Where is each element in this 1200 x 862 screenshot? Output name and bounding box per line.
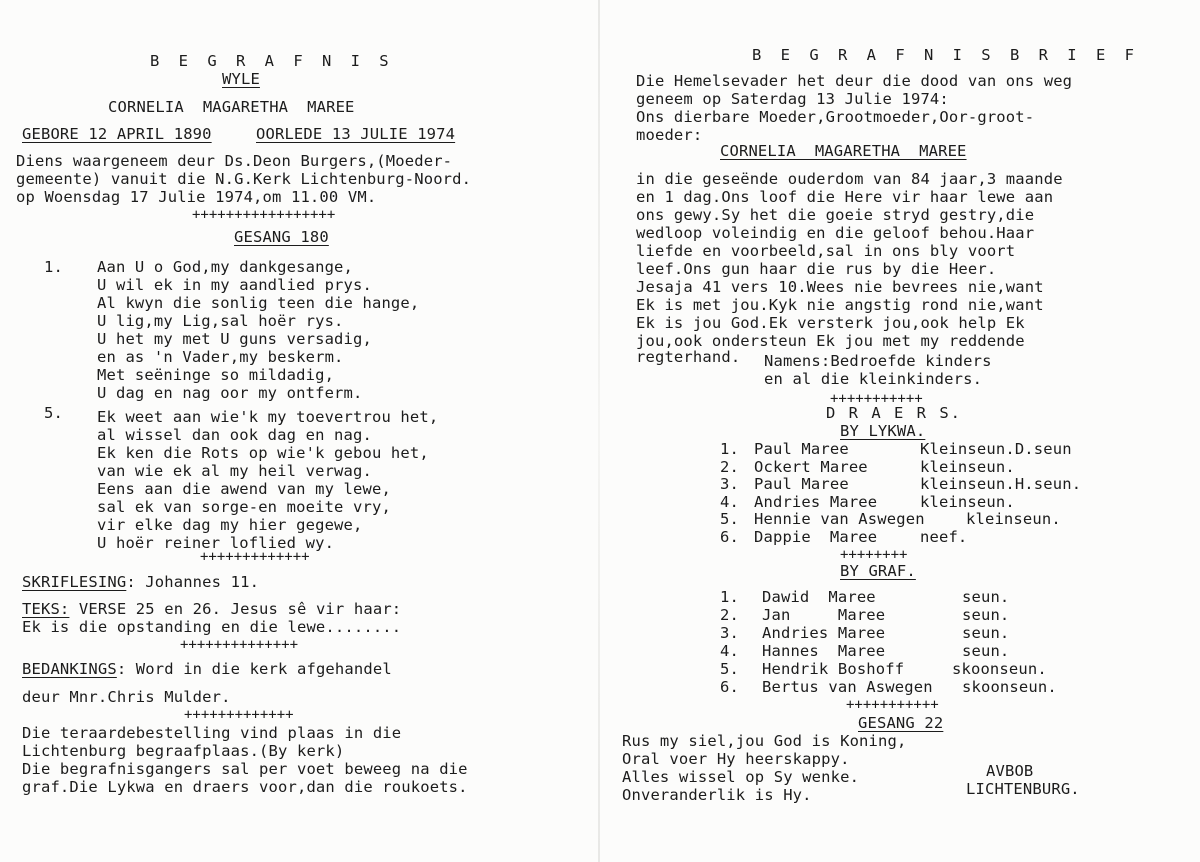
intro-line: Ons dierbare Moeder,Grootmoeder,Oor-groot- [636, 108, 1035, 126]
verse-line: Ek ken die Rots op wie'k gebou het, [97, 444, 429, 462]
verse-line: U het my met U guns versadig, [97, 330, 372, 348]
burial-line: Die begrafnisgangers sal per voet beweeg na die [22, 760, 468, 778]
separator: +++++++++++ [846, 697, 939, 713]
bearer-relation: skoonseun. [962, 678, 1057, 696]
bearer-relation: seun. [962, 588, 1010, 606]
bearer-relation: kleinseun. [920, 492, 1015, 511]
deceased-name-right: CORNELIA MAGARETHA MAREE [720, 142, 967, 160]
text-quote: Ek is die opstanding en die lewe........ [22, 618, 402, 636]
bearer-name: Paul Maree [754, 440, 849, 458]
bearer-relation: seun. [962, 624, 1010, 642]
bearer-number: 5. [720, 510, 739, 529]
verse-line: Eens aan die awend van my lewe, [97, 480, 391, 498]
verse-line: en as 'n Vader,my beskerm. [97, 348, 344, 366]
bearer-name: Paul Maree [754, 475, 849, 494]
body-line: ons gewy.Sy het die goeie stryd gestry,die [636, 206, 1035, 224]
wyle-label: WYLE [222, 70, 260, 88]
intro-line: Die Hemelsevader het deur die dood van ons weg [636, 72, 1073, 90]
bearer-number: 4. [720, 492, 739, 511]
bearer-number: 4. [720, 642, 739, 660]
burial-line: Die teraardebestelling vind plaas in die [22, 724, 402, 742]
lykwa-title: BY LYKWA. [840, 422, 926, 440]
verse-line: van wie ek al my heil verwag. [97, 462, 372, 480]
bearer-name: Hannes Maree [762, 642, 886, 660]
body-line: Ek is jou God.Ek versterk jou,ook help Ek [636, 314, 1025, 332]
thanks-label: BEDANKINGS [22, 660, 117, 678]
text-verse: VERSE 25 en 26. Jesus sê vir haar: [69, 600, 402, 618]
bearer-relation: kleinseun.H.seun. [920, 475, 1082, 494]
reading-text: : Johannes 11. [126, 573, 260, 591]
bearer-relation: Kleinseun.D.seun [920, 440, 1072, 458]
bearer-relation: seun. [962, 606, 1010, 624]
body-line: Ek is met jou.Kyk nie angstig rond nie,want [636, 296, 1044, 314]
verse-line: U wil ek in my aandlied prys. [97, 276, 372, 294]
closing-hymn-title: GESANG 22 [858, 714, 944, 732]
body-line: jou,ook ondersteun Ek jou met my reddende [636, 332, 1025, 350]
verse-line: U hoër reiner loflied wy. [97, 534, 335, 552]
body-line: liefde en voorbeeld,sal in ons bly voort [636, 242, 1016, 260]
bearer-name: Ockert Maree [754, 457, 868, 476]
body-line: en 1 dag.Ons loof die Here vir haar lewe aan [636, 188, 1054, 206]
died-date: OORLEDE 13 JULIE 1974 [256, 125, 456, 143]
bearer-name: Dappie Maree [754, 528, 878, 546]
bearer-number: 6. [720, 678, 739, 696]
bearer-number: 1. [720, 588, 739, 606]
verse-number: 5. [44, 404, 63, 422]
verse-line: Ek weet aan wie'k my toevertrou het, [97, 408, 439, 426]
undertaker-town: LICHTENBURG. [966, 780, 1080, 798]
right-heading: B E G R A F N I S B R I E F [752, 46, 1139, 64]
thanks-line [22, 660, 392, 678]
deceased-name: CORNELIA MAGARETHA MAREE [108, 98, 355, 116]
service-line-3: op Woensdag 17 Julie 1974,om 11.00 VM. [16, 188, 377, 206]
born-date: GEBORE 12 APRIL 1890 [22, 125, 212, 143]
bearer-number: 3. [720, 475, 739, 494]
closing-hymn-line: Oral voer Hy heerskappy. [622, 750, 850, 768]
service-line-2: gemeente) vanuit die N.G.Kerk Lichtenburg-Noord. [16, 170, 472, 188]
body-line: regterhand. [636, 348, 741, 366]
closing-hymn-line: Onveranderlik is Hy. [622, 786, 812, 804]
bearer-name: Jan Maree [762, 606, 886, 624]
reading-label: SKRIFLESING [22, 573, 127, 591]
bearer-name: Dawid Maree [762, 588, 876, 606]
bearer-relation: kleinseun. [966, 510, 1061, 529]
bearer-relation: neef. [920, 528, 968, 546]
bearer-relation: skoonseun. [952, 660, 1047, 678]
verse-line: Met seëninge so mildadig, [97, 366, 335, 384]
bearer-name: Andries Maree [754, 492, 878, 511]
body-line: leef.Ons gun haar die rus by die Heer. [636, 260, 997, 278]
body-line: in die geseënde ouderdom van 84 jaar,3 maande [636, 170, 1063, 188]
body-line: wedloop voleindig en die geloof behou.Haar [636, 224, 1035, 242]
verse-line: sal ek van sorge-en moeite vry, [97, 498, 391, 516]
signatories-line-1: Namens:Bedroefde kinders [764, 352, 992, 370]
bearer-name: Bertus van Aswegen [762, 678, 933, 696]
bearer-number: 5. [720, 660, 739, 678]
bearer-number: 6. [720, 528, 739, 546]
text-line [22, 600, 401, 618]
thanks-text: : Word in die kerk afgehandel [116, 660, 392, 678]
service-line-1: Diens waargeneem deur Ds.Deon Burgers,(Moeder- [16, 152, 453, 170]
separator: +++++++++++++++++ [192, 207, 336, 223]
separator: +++++++++++ [830, 391, 923, 407]
verse-line: al wissel dan ook dag en nag. [97, 426, 372, 444]
left-heading: B E G R A F N I S [150, 52, 394, 70]
page-fold [598, 0, 600, 862]
bearer-relation: kleinseun. [920, 457, 1015, 476]
body-line: Jesaja 41 vers 10.Wees nie bevrees nie,want [636, 278, 1044, 296]
separator: ++++++++ [840, 547, 908, 563]
verse-number: 1. [44, 258, 63, 276]
undertaker-name: AVBOB [986, 762, 1034, 780]
burial-line: graf.Die Lykwa en draers voor,dan die roukoets. [22, 778, 468, 796]
hymn-title: GESANG 180 [234, 228, 329, 246]
bearer-name: Hendrik Boshoff [762, 660, 905, 678]
burial-line: Lichtenburg begraafplaas.(By kerk) [22, 742, 345, 760]
closing-hymn-line: Alles wissel op Sy wenke. [622, 768, 860, 786]
intro-line: moeder: [636, 126, 703, 144]
bearer-number: 2. [720, 606, 739, 624]
bearer-relation: seun. [962, 642, 1010, 660]
verse-line: U lig,my Lig,sal hoër rys. [97, 312, 344, 330]
separator: ++++++++++++++ [180, 637, 299, 653]
bearer-number: 1. [720, 440, 739, 458]
verse-line: Al kwyn die sonlig teen die hange, [97, 294, 420, 312]
verse-line: vir elke dag my hier gegewe, [97, 516, 363, 534]
bearer-number: 2. [720, 457, 739, 476]
reading-line [22, 573, 259, 591]
thanks-by: deur Mnr.Chris Mulder. [22, 688, 231, 706]
closing-hymn-line: Rus my siel,jou God is Koning, [622, 732, 907, 750]
separator: +++++++++++++ [184, 707, 294, 723]
bearer-number: 3. [720, 624, 739, 642]
graf-title: BY GRAF. [840, 562, 916, 580]
verse-line: U dag en nag oor my ontferm. [97, 384, 363, 402]
verse-line: Aan U o God,my dankgesange, [97, 258, 354, 276]
bearers-title: D R A E R S. [826, 404, 962, 422]
text-label: TEKS: [22, 600, 70, 618]
signatories-line-2: en al die kleinkinders. [764, 370, 983, 388]
bearer-name: Hennie van Aswegen [754, 510, 925, 529]
bearer-name: Andries Maree [762, 624, 886, 642]
separator: +++++++++++++ [200, 549, 310, 565]
intro-line: geneem op Saterdag 13 Julie 1974: [636, 90, 949, 108]
